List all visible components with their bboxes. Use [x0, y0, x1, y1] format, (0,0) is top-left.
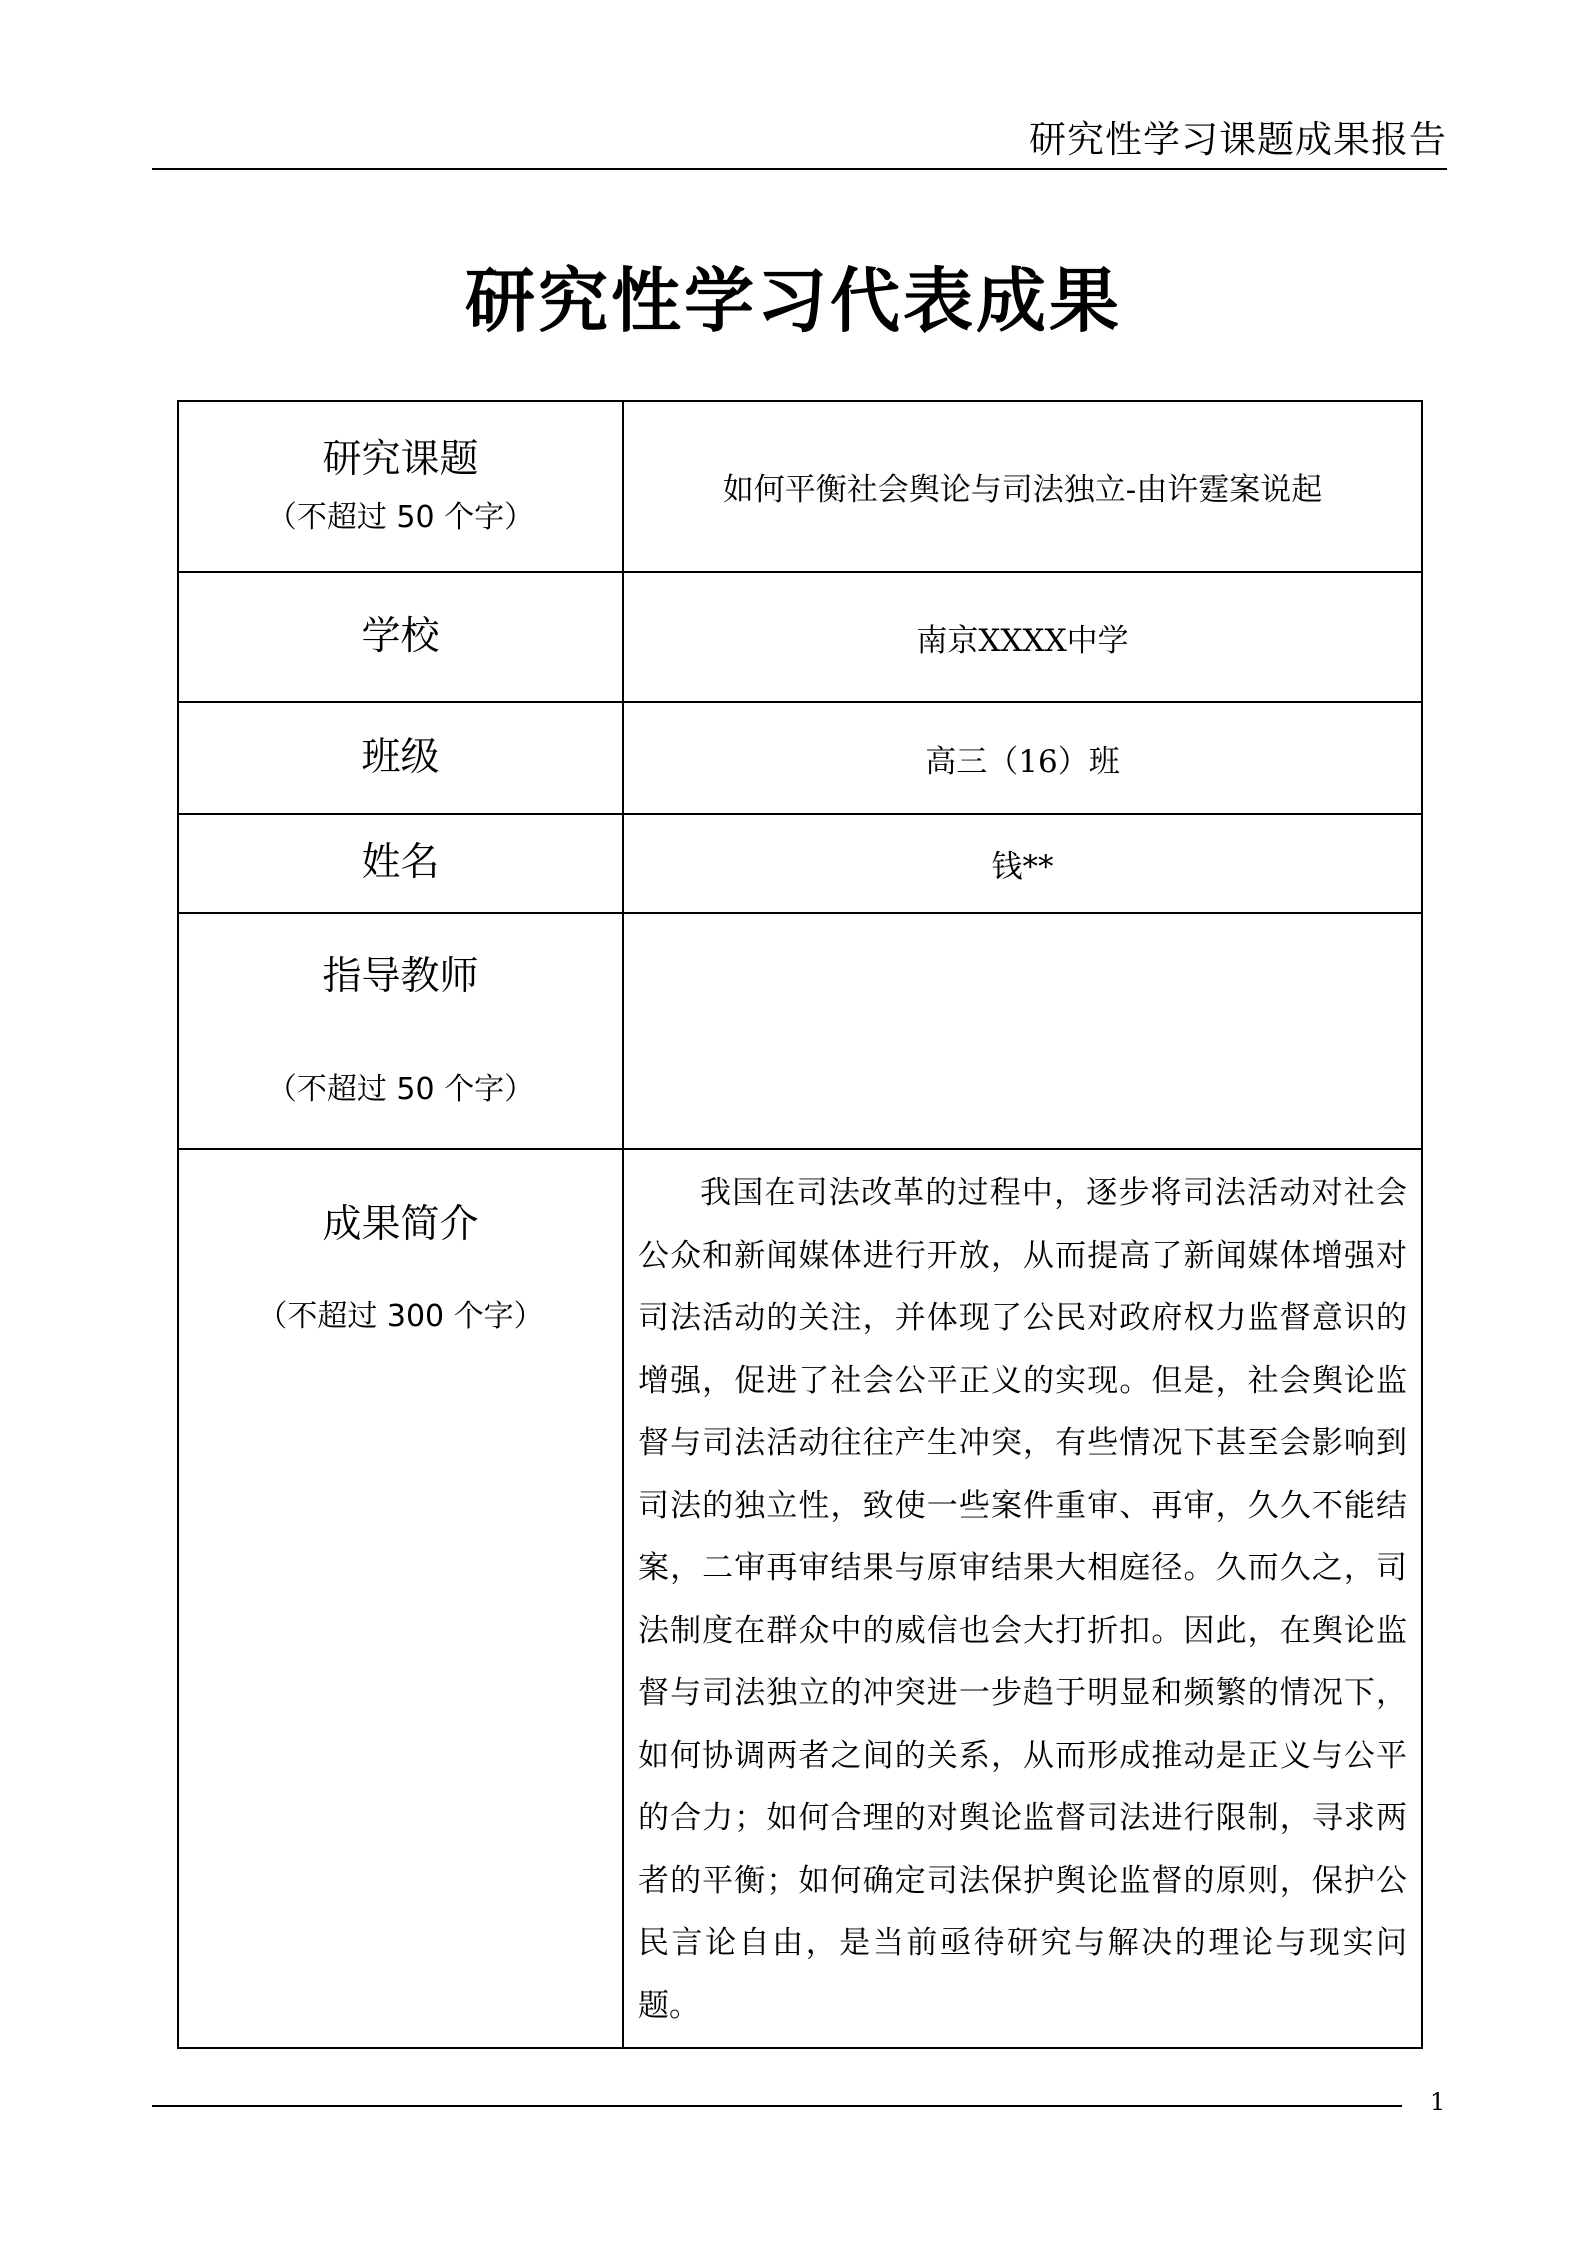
name-label-cell — [178, 814, 623, 913]
summary-note: （不超过 300 个字） — [257, 1298, 544, 1334]
summary-label: 成果简介 — [322, 1202, 479, 1247]
name-row — [178, 814, 1422, 913]
class-label-cell — [178, 702, 623, 814]
teacher-label-cell — [178, 913, 623, 1149]
running-header-title: 研究性学习课题成果报告 — [1029, 117, 1447, 161]
school-label: 学校 — [361, 613, 440, 659]
page-number: 1 — [1430, 2088, 1446, 2116]
teacher-row — [178, 913, 1422, 1149]
teacher-value — [623, 913, 1422, 1149]
teacher-label: 指导教师 — [322, 953, 479, 999]
topic-label: 研究课题 — [322, 437, 479, 483]
running-header — [152, 110, 1447, 170]
summary-text: 我国在司法改革的过程中，逐步将司法活动对社会公众和新闻媒体进行开放，从而提高了新闻媒体增强对司法活动的关注，并体现了公民对政府权力监督意识的增强，促进了社会公平正义的实现。但是，社会舆论监督与司法活动往往产生冲突，有些情况下甚至会影响到司法的独立性，致使一些案件重审、再审，久久不能结案，二审再审结果与原审结果大相庭径。久而久之，司法制度在群众中的威信也会大打折扣。因此，在舆论监督与司法独立的冲突进一步趋于明显和频繁的情况下，如何协调两者之间的关系，从而形成推动是正义与公平的合力；如何合理的对舆论监督司法进行限制，寻求两者的平衡；如何确定司法保护舆论监督的原则，保护公民言论自由，是当前亟待研究与解决的理论与现实问题。 — [623, 1149, 1422, 2048]
achievement-table — [177, 400, 1423, 2049]
topic-note: （不超过 50 个字） — [266, 499, 535, 535]
footer-rule — [152, 2105, 1402, 2107]
name-value: 钱** — [623, 814, 1422, 913]
class-row — [178, 702, 1422, 814]
summary-row — [178, 1149, 1422, 2048]
document-title: 研究性学习代表成果 — [465, 260, 1122, 342]
class-label: 班级 — [361, 734, 440, 780]
topic-value: 如何平衡社会舆论与司法独立-由许霆案说起 — [623, 401, 1422, 572]
topic-label-cell — [178, 401, 623, 572]
name-label: 姓名 — [361, 840, 440, 886]
school-row — [178, 572, 1422, 702]
summary-label-cell — [178, 1149, 623, 2048]
class-value: 高三（16）班 — [623, 702, 1422, 814]
school-value: 南京XXXX中学 — [623, 572, 1422, 702]
teacher-note: （不超过 50 个字） — [266, 1072, 535, 1108]
school-label-cell — [178, 572, 623, 702]
topic-row — [178, 401, 1422, 572]
